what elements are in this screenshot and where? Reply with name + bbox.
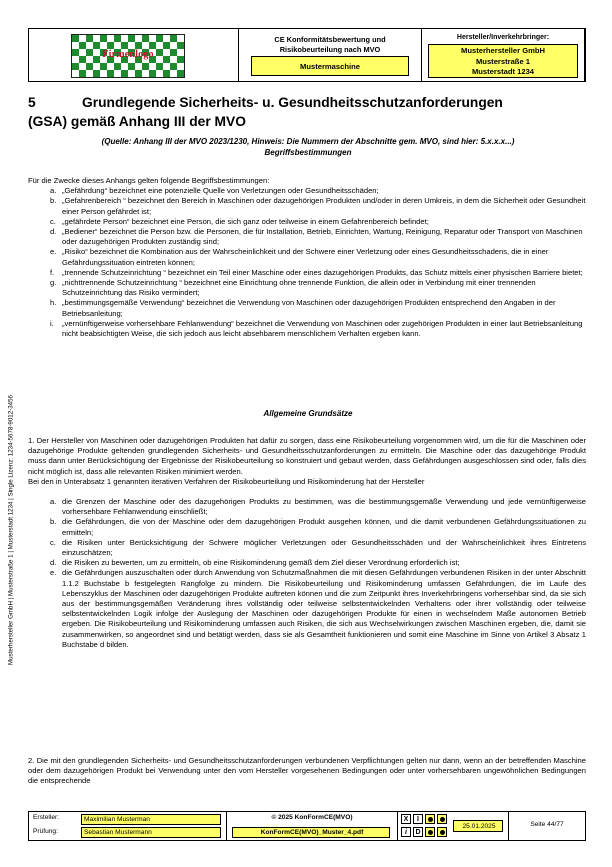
document-title-line2: Risikobeurteilung nach MVO	[279, 44, 381, 54]
source-note	[28, 136, 588, 158]
list-item-text: die Gefährdungen auszuschalten oder durch Anwendung von Schutzmaßnahmen die mit diesen Gefährdungen verbundenen Risiken in der unter Abschnitt 1.1.2 Buchstabe b festgelegten Rangfolge zu mindern. Die Risikobeurteilung und Risikominderung umfassen Gefährdungen, die im Laufe des Lebenszyklus der Maschinen oder dazugehörigen Produkte auftreten können und die zum Zeitpunkt ihres Inverkehrbringens vorhersehbar sind, da sie sich aus der bestimmungsgemäßen Veränderung ihres vollständig oder teilweise selbstentwickelnden Verhaltens oder ihrer vollständig oder teilweise selbstentwickelnden Logik infolge der Auslegung der Maschinen oder dazugehörigen Produkte für einen in wechselndem Maße autonomen Betrieb ergeben. Die Risikobeurteilung und Risikominderung umfassen auch Risiken, die sich aus Wechselwirkungen zwischen Maschinen ergeben, die, damit sie zusammenwirken, so angeordnet sind und betätigt werden, dass sie als Gesamtheit funktionieren und somit eine Maschine im Sinne von Artikel 3 Absatz 1 Buchstabe d bilden.	[62, 568, 586, 649]
principles-para1: 1. Der Hersteller von Maschinen oder dazugehörigen Produkten hat dafür zu sorgen, dass eine Risikobeurteilung vorgenommen wird, um die für die Maschinen oder dazugehörige Produkte geltenden grundlegenden Sicherheits- und Gesundheitsschutzanforderungen zu ermitteln. Die Maschine oder das dazugehörige Produkt muss dann unter Berücksichtigung der Ergebnisse der Risikobeurteilung so konstruiert und gebaut werden, dass Gefährdungen ausgeschlossen sind oder, falls dies nicht möglich ist, dass alle relevanten Risiken minimiert werden.	[28, 436, 586, 476]
document-title-line1: CE Konformitätsbewertung und	[274, 35, 386, 44]
manufacturer-name: Musterhersteller GmbH	[461, 46, 545, 55]
principles-block	[28, 436, 586, 650]
list-item-letter: e.	[50, 568, 57, 578]
list-item-text: „vernünftigerweise vorhersehbare Fehlanwendung“ bezeichnet die Verwendung von Maschinen oder zugehörigen Produkten in einer laut Betriebsanleitung nicht beabsichtigten Weise, die sich jedoch aus leicht absehbarem menschlichem Verhalten ergeben kann.	[62, 318, 583, 339]
list-item	[28, 196, 586, 216]
copyright: © 2025 KonFormCE(MVO)	[271, 814, 353, 821]
list-item	[28, 538, 586, 558]
page-footer	[28, 811, 586, 841]
company-logo	[71, 34, 185, 78]
document-title	[239, 35, 421, 54]
section-title-part2: (GSA) gemäß Anhang III der MVO	[28, 114, 246, 129]
status-dot-icon	[425, 827, 435, 837]
list-item	[28, 319, 586, 339]
list-item	[28, 268, 586, 278]
list-item	[28, 568, 586, 650]
list-item	[28, 227, 586, 247]
list-item-text: „gefährdete Person“ bezeichnet eine Person, die sich ganz oder teilweise in einem Gefahrenbereich befindet;	[62, 216, 429, 226]
list-item-letter: g.	[50, 278, 57, 288]
list-item	[28, 558, 586, 568]
list-item-text: „Gefährdung“ bezeichnet eine potenzielle Quelle von Verletzungen oder Gesundheitsschäden;	[62, 186, 379, 196]
status-square-d: D	[413, 827, 423, 837]
list-item-text: „bestimmungsgemäße Verwendung“ bezeichnet die Verwendung von Maschinen oder dazugehörigen Produkten entsprechend den Angaben in der Betriebsanleitung;	[62, 298, 556, 318]
document-filename: KonFormCE(MVO)_Muster_4.pdf	[232, 827, 390, 838]
list-item-text: „Risiko“ bezeichnet die Kombination aus der Wahrscheinlichkeit und der Schwere einer Verletzung oder eines Gesundheitsschadens, die in einer Gefährdungssituation eintreten können;	[62, 247, 549, 267]
section-heading	[28, 93, 588, 131]
list-item-letter: f.	[50, 267, 55, 277]
list-item-letter: d.	[50, 558, 57, 568]
status-square-x: X	[401, 814, 411, 824]
manufacturer-city: Musterstadt 1234	[471, 67, 535, 77]
checker-label: Prüfung:	[33, 828, 58, 835]
principles-para2-block	[28, 756, 586, 787]
list-item-text: „Bediener“ bezeichnet die Person bzw. die Personen, die für Installation, Betrieb, Einrichten, Wartung, Reinigung, Reparatur oder Transport von Maschinen oder dazugehörigen Produkten zuständig sind;	[62, 227, 583, 247]
manufacturer-label: Hersteller/Inverkehrbringer:	[456, 34, 550, 41]
list-item-text: die Risiken zu bewerten, um zu ermitteln, ob eine Risikominderung gemäß dem Ziel dieser Verordnung erforderlich ist;	[62, 558, 460, 568]
principles-para1b: Bei den in Unterabsatz 1 genannten iterativen Verfahren der Risikobeurteilung und Risikominderung hat der Hersteller	[28, 476, 425, 486]
list-item-letter: h.	[50, 298, 57, 308]
list-item	[28, 217, 586, 227]
status-square-i: I	[413, 814, 423, 824]
list-item-letter: a.	[50, 497, 57, 507]
list-item-letter: c.	[50, 537, 56, 547]
list-item-letter: i.	[50, 318, 54, 328]
manufacturer-cell	[422, 29, 585, 81]
list-item-text: die Risiken unter Berücksichtigung der Schwere möglicher Verletzungen oder Gesundheitsschäden und der Wahrscheinlichkeit ihres Eintretens einzuschätzen;	[62, 537, 586, 558]
status-square-small-i: i	[401, 827, 411, 837]
list-item	[28, 298, 586, 318]
list-item-text: „nichttrennende Schutzeinrichtung “ bezeichnet eine Einrichtung ohne trennende Funktion, die allein oder in Verbindung mit einer trennenden Schutzeinrichtung das Risiko vermindert;	[62, 278, 536, 298]
source-text: (Quelle: Anhang III der MVO 2023/1230, Hinweis: Die Nummern der Abschnitte gem. MVO, sind hier: 5.x.x.x...)	[101, 137, 515, 146]
machine-name: Mustermaschine	[251, 56, 409, 76]
principles-list	[28, 497, 586, 650]
definitions-list	[28, 186, 586, 339]
side-license-label: Musterhersteller GmbH | Musterstraße 1 | Musterstadt 1234 | Single Lizenz: 1234-5678-9012-3456	[7, 395, 15, 665]
list-item-letter: b.	[50, 196, 57, 206]
list-item-letter: c.	[50, 216, 56, 226]
status-dot-icon	[437, 814, 447, 824]
document-date: 25.01.2025	[453, 820, 503, 832]
manufacturer-street: Musterstraße 1	[475, 56, 531, 66]
list-item-letter: b.	[50, 517, 57, 527]
footer-divider	[397, 812, 398, 840]
logo-cell	[29, 29, 239, 81]
list-item	[28, 517, 586, 537]
list-item-text: die Gefährdungen, die von der Maschine oder dem dazugehörigen Produkt ausgehen können, und die damit verbundenen Gefährdungssituationen zu ermitteln;	[62, 517, 586, 537]
manufacturer-address	[428, 44, 578, 78]
page-header	[28, 28, 586, 82]
list-item-letter: d.	[50, 227, 57, 237]
list-item	[28, 186, 586, 196]
definitions-title: Begriffsbestimmungen	[264, 148, 352, 157]
list-item	[28, 497, 586, 517]
checker-name: Sebastian Mustermann	[81, 827, 221, 838]
section-number: 5	[28, 95, 36, 110]
list-item-text: die Grenzen der Maschine oder des dazugehörigen Produkts zu bestimmen, was die bestimmungsgemäße Verwendung und jede vernünftigerweise vorhersehbare Fehlanwendung einschließt;	[62, 497, 586, 517]
definitions-block	[28, 176, 586, 339]
logo-text: Firmenlogo	[102, 49, 154, 60]
list-item	[28, 278, 586, 298]
list-item-letter: a.	[50, 186, 57, 196]
list-item	[28, 247, 586, 267]
page-number: Seite 44/77	[530, 821, 564, 828]
side-license-text	[3, 365, 19, 695]
creator-name: Maximilian Musterman	[81, 814, 221, 825]
principles-para2: 2. Die mit den grundlegenden Sicherheits- und Gesundheitsschutzanforderungen verbundenen Verpflichtungen gelten nur dann, wenn an der betreffenden Maschine oder dem dazugehörigen Produkt bei Verwendung unter den vom Hersteller vorgesehenen Bedingungen oder unter vorhersehbaren ungewöhnlichen Bedingungen die entsprechende	[28, 756, 586, 786]
list-item-text: „trennende Schutzeinrichtung “ bezeichnet ein Teil einer Maschine oder eines dazugehörigen Produkts, das Schutz mittels einer physischen Barriere bietet;	[62, 267, 583, 277]
creator-label: Ersteller:	[33, 814, 60, 821]
definitions-intro: Für die Zwecke dieses Anhangs gelten folgende Begriffsbestimmungen:	[28, 176, 270, 185]
document-title-cell	[239, 29, 422, 81]
status-dot-icon	[425, 814, 435, 824]
list-item-letter: e.	[50, 247, 57, 257]
status-dot-icon	[437, 827, 447, 837]
principles-title: Allgemeine Grundsätze	[263, 409, 353, 418]
list-item-text: „Gefahrenbereich “ bezeichnet den Bereich in Maschinen oder dazugehörigen Produkten und/oder in deren Umkreis, in dem die Sicherheit oder Gesundheit einer Person gefährdet ist;	[62, 196, 586, 216]
section-title-part1: Grundlegende Sicherheits- u. Gesundheitsschutzanforderungen	[82, 95, 503, 110]
